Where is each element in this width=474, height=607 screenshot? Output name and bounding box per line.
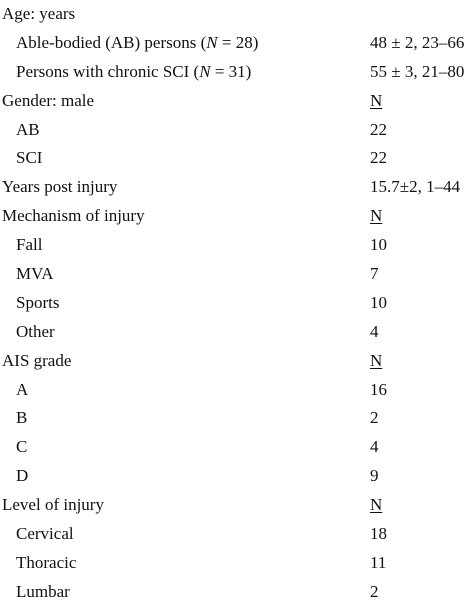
table-row — [0, 58, 474, 87]
row-label: Mechanism of injury — [2, 206, 145, 226]
row-value: 2 — [370, 408, 379, 428]
row-value: 15.7±2, 1–44 — [370, 177, 461, 197]
row-value: 7 — [370, 264, 379, 284]
row-label — [16, 29, 258, 58]
table-row — [0, 87, 474, 116]
row-label: Sports — [16, 292, 60, 312]
row-value: 4 — [370, 321, 379, 341]
row-value: 10 — [370, 292, 387, 312]
row-value: 4 — [370, 437, 379, 457]
count-column-header: N — [370, 495, 383, 515]
count-column-header: N — [370, 350, 383, 370]
row-value: 11 — [370, 552, 387, 572]
row-value: 48 ± 2, 23–66 — [370, 32, 465, 52]
table-row — [0, 0, 474, 29]
row-label: Lumbar — [16, 581, 70, 601]
count-column-header: N — [370, 206, 383, 226]
row-label: Age: years — [2, 4, 76, 23]
table-row — [0, 404, 474, 433]
row-value: 22 — [370, 119, 387, 139]
table-row — [0, 491, 474, 520]
table-row — [0, 520, 474, 549]
row-label-text: Persons with chronic SCI ( — [16, 61, 200, 81]
count-column-header: N — [370, 90, 383, 110]
row-label: Other — [16, 321, 55, 341]
row-label: Thoracic — [16, 552, 77, 572]
row-label: Cervical — [16, 524, 74, 544]
row-label-text: Able-bodied (AB) persons ( — [16, 32, 207, 52]
table-row — [0, 433, 474, 462]
row-label: D — [16, 466, 29, 486]
row-value: 10 — [370, 235, 387, 255]
table-row — [0, 376, 474, 405]
table-row — [0, 578, 474, 607]
row-label: C — [16, 437, 28, 457]
row-label: Fall — [16, 235, 43, 255]
row-value: 55 ± 3, 21–80 — [370, 61, 465, 81]
row-label: Years post injury — [2, 177, 118, 197]
row-value: 18 — [370, 524, 387, 544]
row-label: Level of injury — [2, 495, 104, 515]
table-row — [0, 231, 474, 260]
row-label: SCI — [16, 148, 43, 168]
table-row — [0, 289, 474, 318]
row-label-text: = 31) — [210, 61, 252, 81]
table-row — [0, 347, 474, 376]
table-row — [0, 462, 474, 491]
row-label: Gender: male — [2, 90, 95, 110]
row-label-text: = 28) — [217, 32, 259, 52]
row-label-variable: N — [206, 32, 218, 52]
row-label: AB — [16, 119, 40, 139]
row-label-variable: N — [199, 61, 211, 81]
table-row — [0, 318, 474, 347]
row-value: 9 — [370, 466, 379, 486]
table-row — [0, 29, 474, 58]
row-label: AIS grade — [2, 350, 72, 370]
table-row — [0, 173, 474, 202]
row-value: 2 — [370, 581, 379, 601]
table-row — [0, 260, 474, 289]
row-label: A — [16, 379, 29, 399]
table-row — [0, 202, 474, 231]
table-row — [0, 144, 474, 173]
table-row — [0, 116, 474, 145]
row-value: 16 — [370, 379, 387, 399]
row-label: MVA — [16, 264, 54, 284]
row-label — [16, 58, 251, 87]
row-label: B — [16, 408, 28, 428]
table-row — [0, 549, 474, 578]
row-value: 22 — [370, 148, 387, 168]
